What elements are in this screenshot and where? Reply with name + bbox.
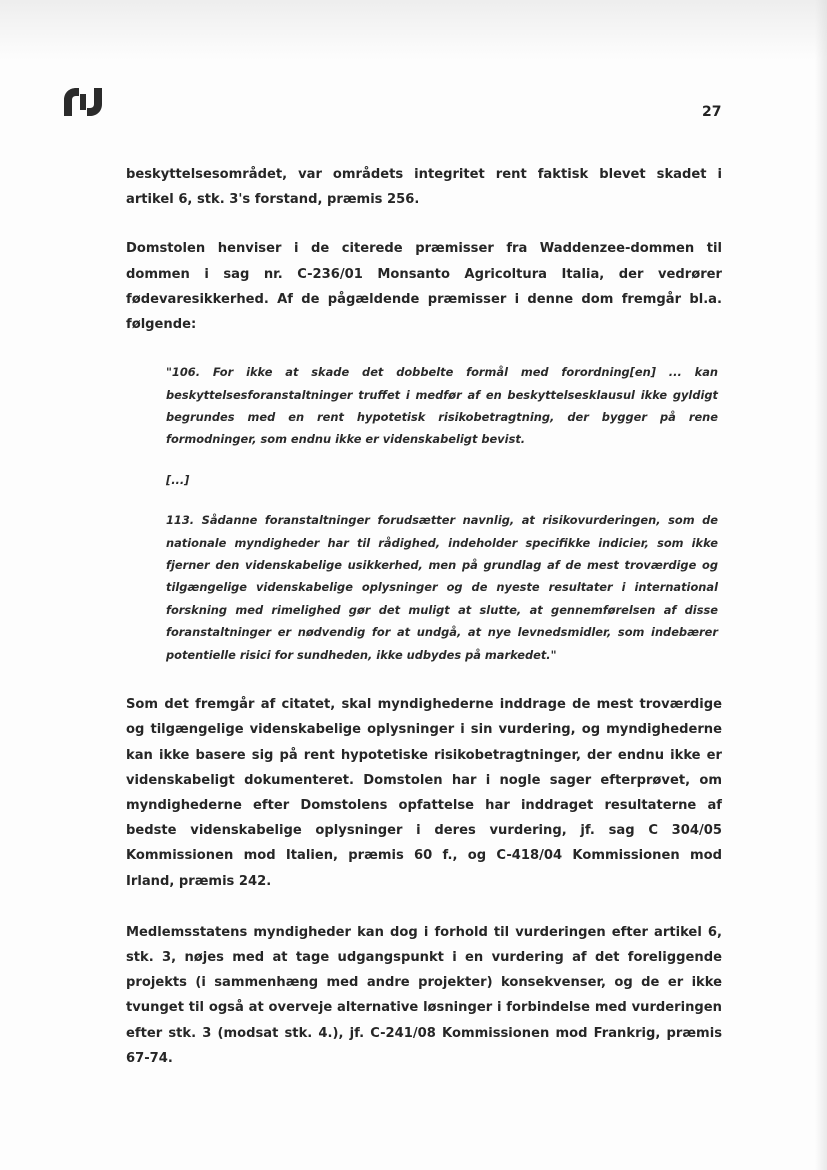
paragraph-member-state-authorities: Medlemsstatens myndigheder kan dog i forhold til vurderingen efter artikel 6, stk. 3, nøjes med at tage udgangspunkt i en vurdering af det foreliggende projekts (i sammenhæng med andre projekter) konsekvenser, og de er ikke tvunget til også at overveje alternative løsninger i forbindelse med vurderingen efter stk. 3 (modsat stk. 4.), jf. C-241/08 Kommissionen mod Frankrig, præmis 67-74.	[126, 924, 722, 1066]
block-quote	[166, 361, 718, 666]
page-number: 27	[702, 104, 722, 120]
corner-logo-icon	[62, 86, 104, 118]
paragraph-citation-analysis: Som det fremgår af citatet, skal myndighederne inddrage de mest troværdige og tilgængelige videnskabelige oplysninger i sin vurdering, og myndighederne kan ikke basere sig på rent hypotetiske risikobetragtninger, der endnu ikke er videnskabeligt dokumenteret. Domstolen har i nogle sager efterprøvet, om myndighederne efter Domstolens opfattelse har inddraget resultaterne af bedste videnskabelige oplysninger i deres vurdering, jf. sag C 304/05 Kommissionen mod Italien, præmis 60 f., og C-418/04 Kommissionen mod Irland, præmis 242.	[126, 697, 722, 889]
document-body	[126, 162, 722, 1071]
quote-premise-106: "106. For ikke at skade det dobbelte formål med forordning[en] ... kan beskyttelsesforanstaltninger truffet i medfør af en beskyttelsesklausul ikke gyldigt begrundes med en rent hypotetisk risikobetragtning, der bygger på rene formodninger, som endnu ikke er videnskabeligt bevist.	[166, 365, 718, 447]
quote-ellipsis: [...]	[166, 472, 190, 487]
quote-premise-113: 113. Sådanne foranstaltninger forudsætter navnlig, at risikovurderingen, som de nationale myndigheder har til rådighed, indeholder specifikke indicier, som ikke fjerner den videnskabelige usikkerhed, men på grundlag af de mest troværdige og tilgængelige videnskabelige oplysninger og de nyeste resultater i international forskning med rimelighed gør det muligt at slutte, at gennemførelsen af disse foranstaltninger er nødvendig for at undgå, at nye levnedsmidler, som indebærer potentielle risici for sundheden, ikke udbydes på markedet."	[166, 513, 718, 662]
scan-shadow-top	[0, 0, 827, 60]
scan-shadow-right	[815, 0, 827, 1170]
paragraph-continuation: beskyttelsesområdet, var områdets integritet rent faktisk blevet skadet i artikel 6, stk. 3's forstand, præmis 256.	[126, 167, 722, 208]
paragraph-monsanto-reference: Domstolen henviser i de citerede præmisser fra Waddenzee-dommen til dommen i sag nr. C-236/01 Monsanto Agricoltura Italia, der vedrører fødevaresikkerhed. Af de pågældende præmisser i denne dom fremgår bl.a. følgende:	[126, 241, 722, 333]
